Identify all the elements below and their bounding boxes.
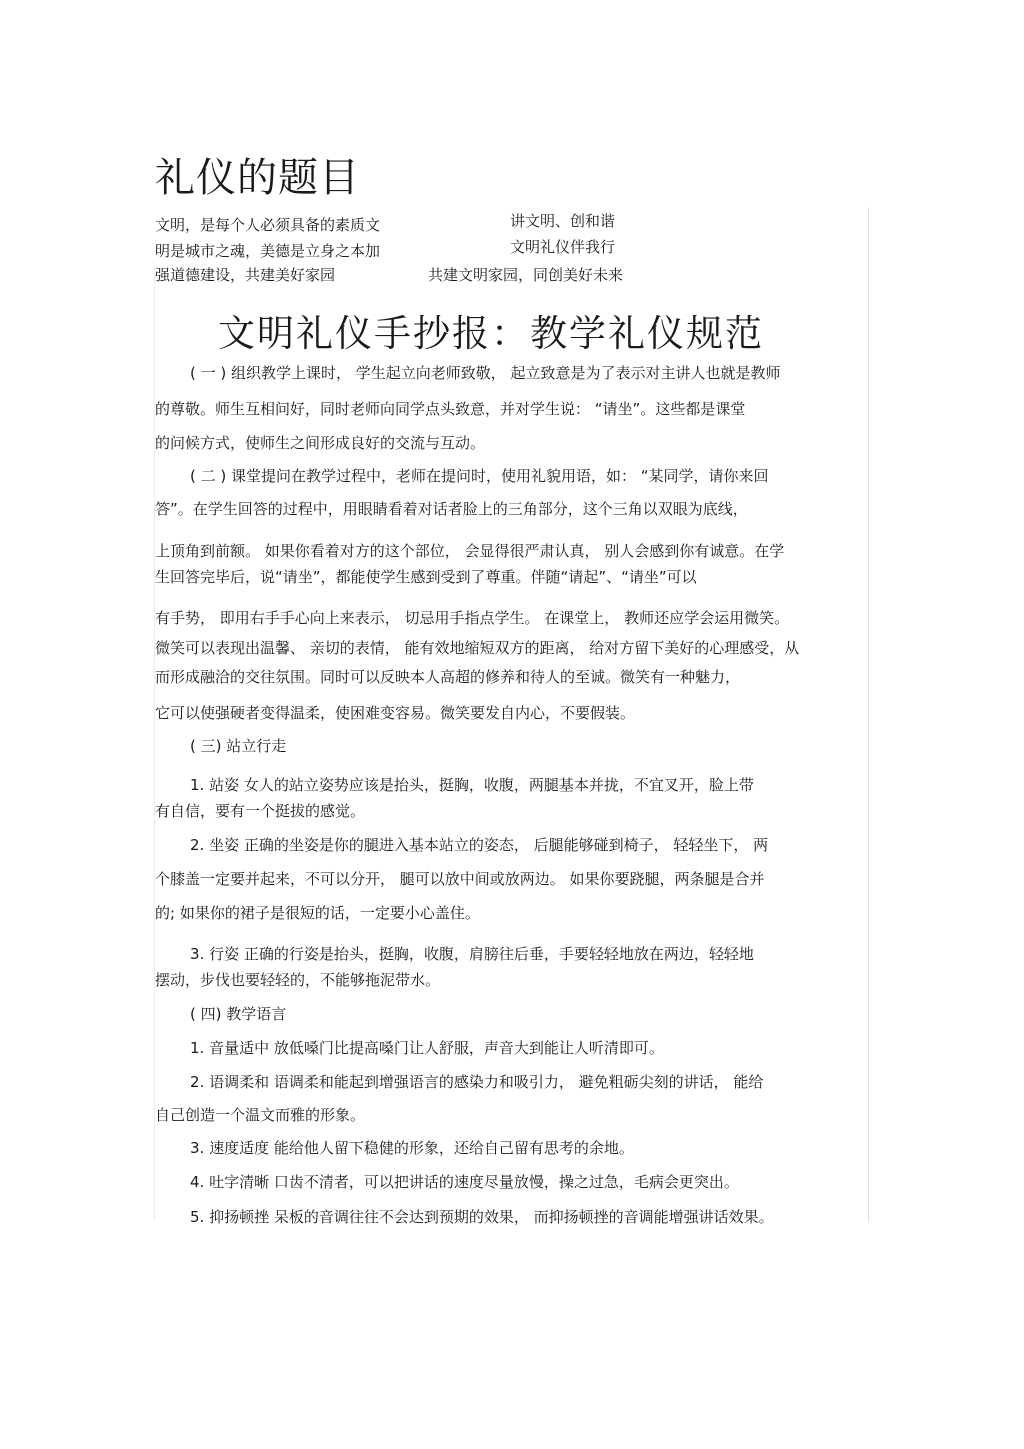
text-line: 2. 坐姿 正确的坐姿是你的腿进入基本站立的姿态， 后腿能够碰到椅子， 轻轻坐下， 两 bbox=[190, 836, 769, 854]
text-line: 的; 如果你的裙子是很短的话，一定要小心盖住。 bbox=[155, 904, 480, 922]
text-line: 2. 语调柔和 语调柔和能起到增强语言的感染力和吸引力， 避免粗砺尖刻的讲话， 能给 bbox=[190, 1073, 764, 1091]
text-line: 摆动，步伐也要轻轻的，不能够拖泥带水。 bbox=[155, 971, 441, 989]
text-line: ( 二 ) 课堂提问在教学过程中，老师在提问时，使用礼貌用语，如： “某同学，请你来回 bbox=[190, 467, 769, 485]
text-line: 而形成融洽的交往氛围。同时可以反映本人高超的修养和待人的至诚。微笑有一种魅力， bbox=[155, 668, 741, 686]
text-line: 3. 行姿 正确的行姿是抬头，挺胸，收腹，肩膀往后垂，手要轻轻地放在两边，轻轻地 bbox=[190, 945, 754, 963]
text-line: 1. 站姿 女人的站立姿势应该是抬头，挺胸，收腹，两腿基本并拢，不宜叉开，脸上带 bbox=[190, 776, 754, 794]
text-line: ( 四) 教学语言 bbox=[190, 1005, 287, 1023]
text-line: 的问候方式，使师生之间形成良好的交流与互动。 bbox=[155, 434, 486, 452]
text-line: 有自信，要有一个挺拔的感觉。 bbox=[155, 802, 366, 820]
text-line: 3. 速度适度 能给他人留下稳健的形象，还给自己留有思考的余地。 bbox=[190, 1139, 634, 1157]
text-line: 个膝盖一定要并起来，不可以分开， 腿可以放中间或放两边。 如果你要跷腿，两条腿是合并 bbox=[155, 870, 765, 888]
text-line: ( 一 ) 组织教学上课时， 学生起立向老师致敬， 起立致意是为了表示对主讲人也就是教师 bbox=[190, 364, 781, 382]
slogan-left-line-3: 强道德建设，共建美好家园 bbox=[155, 266, 336, 284]
slogan-right-2: 文明礼仪伴我行 bbox=[510, 238, 616, 256]
page-title: 礼仪的题目 bbox=[155, 155, 360, 201]
text-line: 5. 抑扬顿挫 呆板的音调往往不会达到预期的效果， 而抑扬顿挫的音调能增强讲话效果。 bbox=[190, 1208, 774, 1226]
text-line: ( 三) 站立行走 bbox=[190, 737, 287, 755]
text-line: 答”。在学生回答的过程中，用眼睛看着对话者脸上的三角部分，这个三角以双眼为底线， bbox=[155, 500, 748, 518]
text-line: 的尊敬。师生互相问好，同时老师向同学点头致意，并对学生说： “请坐”。这些都是课堂 bbox=[155, 400, 746, 418]
text-line: 1. 音量适中 放低嗓门比提高嗓门让人舒服，声音大到能让人听清即可。 bbox=[190, 1039, 664, 1057]
text-line: 4. 吐字清晰 口齿不清者，可以把讲话的速度尽量放慢，操之过急，毛病会更突出。 bbox=[190, 1173, 739, 1191]
slogan-right-1: 讲文明、创和谐 bbox=[510, 212, 616, 230]
slogan-left-line-1: 文明，是每个人必须具备的素质文 bbox=[155, 216, 381, 234]
page-divider-right bbox=[868, 207, 869, 1222]
text-line: 自己创造一个温文而雅的形象。 bbox=[155, 1106, 366, 1124]
text-line: 上顶角到前额。 如果你看着对方的这个部位， 会显得很严肃认真， 别人会感到你有诚意。在学 bbox=[155, 542, 785, 560]
text-line: 有手势， 即用右手手心向上来表示， 切忌用手指点学生。 在课堂上， 教师还应学会运用微笑。 bbox=[155, 609, 790, 627]
slogan-right-3: 共建文明家园，同创美好未来 bbox=[428, 266, 624, 284]
text-line: 生回答完毕后，说“请坐”，都能使学生感到受到了尊重。伴随“请起”、“请坐”可以 bbox=[155, 568, 697, 586]
slogan-left-line-2: 明是城市之魂，美德是立身之本加 bbox=[155, 242, 381, 260]
text-line: 微笑可以表现出温馨、 亲切的表情， 能有效地缩短双方的距离， 给对方留下美好的心理感受，从 bbox=[155, 639, 800, 657]
section-title: 文明礼仪手抄报：教学礼仪规范 bbox=[218, 312, 764, 355]
text-line: 它可以使强硬者变得温柔，使困难变容易。微笑要发自内心，不要假装。 bbox=[155, 704, 636, 722]
